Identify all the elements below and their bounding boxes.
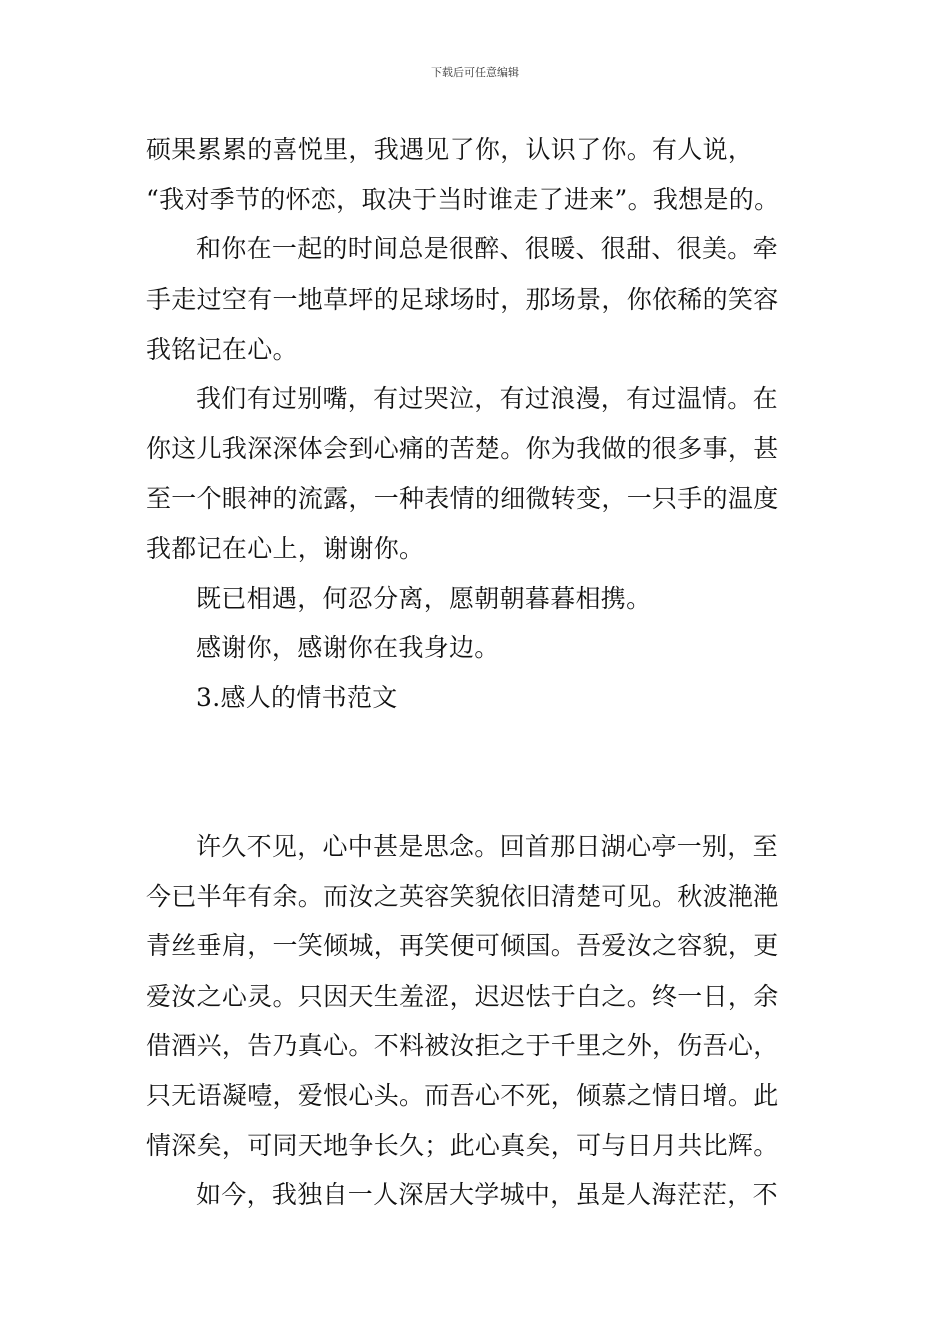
text-line: “我对季节的怀恋，取决于当时谁走了进来”。我想是的。 [146,185,780,214]
text-line: 青丝垂肩，一笑倾城，再笑便可倾国。吾爱汝之容貌，更 [146,931,779,960]
text-line: 情深矣，可同天地争长久；此心真矣，可与日月共比辉。 [146,1131,779,1160]
text-line: 只无语凝噎，爱恨心头。而吾心不死，倾慕之情日增。此 [146,1081,779,1110]
text-line: 如今，我独自一人深居大学城中，虽是人海茫茫，不 [196,1180,778,1209]
text-line: 今已半年有余。而汝之英容笑貌依旧清楚可见。秋波滟滟 [146,882,779,911]
text-line: 你这儿我深深体会到心痛的苦楚。你为我做的很多事，甚 [146,434,779,463]
text-line: 既已相遇，何忍分离，愿朝朝暮暮相携。 [196,584,652,613]
text-line: 至一个眼神的流露，一种表情的细微转变，一只手的温度 [146,484,779,513]
text-line: 爱汝之心灵。只因天生羞涩，迟迟怯于白之。终一日，余 [146,982,779,1011]
page-header: 下载后可任意编辑 [431,66,519,79]
text-line: 我铭记在心。 [146,335,298,364]
text-line: 借酒兴，告乃真心。不料被汝拒之于千里之外，伤吾心， [146,1031,779,1060]
text-line: 感谢你，感谢你在我身边。 [196,633,500,662]
text-line: 我都记在心上，谢谢你。 [146,534,425,563]
text-line: 手走过空有一地草坪的足球场时，那场景，你依稀的笑容 [146,285,779,314]
text-line: 硕果累累的喜悦里，我遇见了你，认识了你。有人说， [146,135,754,164]
section-heading: 3.感人的情书范文 [196,683,398,712]
text-line: 许久不见，心中甚是思念。回首那日湖心亭一别，至 [196,832,778,861]
text-line: 和你在一起的时间总是很醉、很暖、很甜、很美。牵 [196,234,778,263]
text-line: 我们有过别嘴，有过哭泣，有过浪漫，有过温情。在 [196,384,778,413]
